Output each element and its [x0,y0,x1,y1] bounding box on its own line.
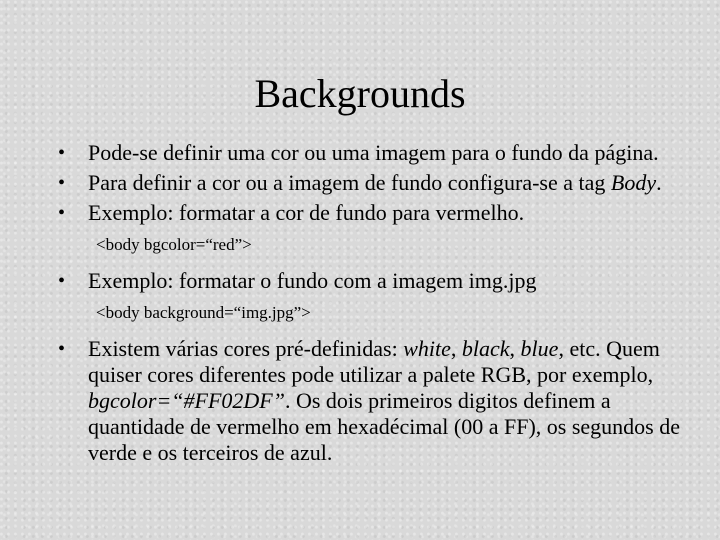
bullet-5-sep-2: , [509,336,521,361]
bullet-1-text: Pode-se definir uma cor ou uma imagem para o fundo da página. [88,140,659,165]
bullet-5-text-2: , etc. Quem quiser cores diferentes pode utilizar a palete RGB, por exemplo, [88,336,660,387]
bullet-5-sep-1: , [450,336,462,361]
color-blue: blue [520,336,559,361]
color-black: black [461,336,510,361]
bullet-3-text: Exemplo: formatar a cor de fundo para vermelho. [88,200,525,225]
color-white: white [403,336,451,361]
bgcolor-example: bgcolor=“#FF02DF” [88,388,285,413]
bullet-2-tag-name: Body [610,170,657,195]
bullet-5-text-3: . Os dois primeiros digitos definem a quantidade de vermelho em hexadécimal (00 a FF), os segundos de verde e os terceiros de azul. [88,388,681,465]
bullet-4-code-example: <body background=“img.jpg”> [96,303,311,322]
bullet-2-text: Para definir a cor ou a imagem de fundo configura-se a tag [88,170,611,195]
bullet-3 [58,200,698,226]
bullet-dot: • [58,270,66,292]
slide-content [58,140,698,470]
bullet-5-text-1: Existem várias cores pré-definidas: [88,336,404,361]
bullet-4-text: Exemplo: formatar o fundo com a imagem img.jpg [88,268,537,293]
bullet-2 [58,170,698,196]
slide-title: Backgrounds [254,71,466,116]
bullet-1 [58,140,698,166]
bullet-dot: • [58,142,66,164]
bullet-5 [58,336,698,466]
bullet-dot: • [58,338,66,360]
bullet-2-end: . [656,170,662,195]
bullet-dot: • [58,202,66,224]
bullet-4 [58,268,698,294]
bullet-dot: • [58,172,66,194]
bullet-3-code-example: <body bgcolor=“red”> [96,235,252,254]
